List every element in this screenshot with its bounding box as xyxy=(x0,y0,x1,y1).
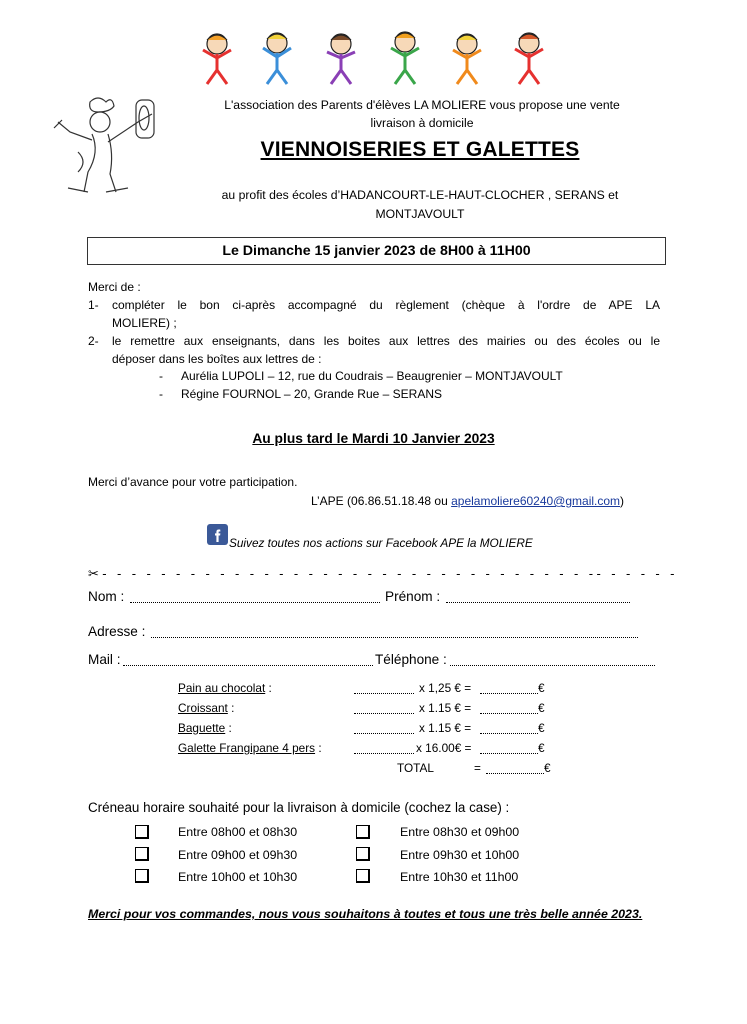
beneficiary-text xyxy=(170,186,670,223)
facebook-text: Suivez toutes nos actions sur Facebook APE la MOLIERE xyxy=(229,536,533,550)
subtotal-field[interactable] xyxy=(480,742,538,754)
currency-symbol: € xyxy=(538,681,545,695)
step-1-line-2: MOLIERE) ; xyxy=(112,316,177,330)
quantity-field[interactable] xyxy=(354,702,414,714)
product-label: Pain au chocolat xyxy=(178,681,266,695)
step-2-line-1: le remettre aux enseignants, dans les boites aux lettres des mairies ou des écoles ou le xyxy=(112,334,660,348)
adresse-field[interactable] xyxy=(151,626,638,638)
facebook-icon[interactable] xyxy=(207,524,228,545)
product-label: Croissant xyxy=(178,701,228,715)
subtotal-field[interactable] xyxy=(480,722,538,734)
total-label: TOTAL xyxy=(397,761,434,775)
email-link[interactable]: apelamoliere60240@gmail.com xyxy=(451,494,621,508)
nom-field[interactable] xyxy=(130,591,380,603)
product-name xyxy=(178,721,232,735)
slot-label: Entre 10h00 et 10h30 xyxy=(178,870,298,884)
prenom-label: Prénom : xyxy=(385,589,441,604)
thanks-text: Merci d’avance pour votre participation. xyxy=(88,475,298,489)
beneficiary-line-1: au profit des écoles d’HADANCOURT-LE-HAUT-CLOCHER , SERANS et xyxy=(221,188,619,202)
slot-label: Entre 10h30 et 11h00 xyxy=(400,870,519,884)
step-2-number: 2- xyxy=(88,334,99,348)
quantity-field[interactable] xyxy=(354,682,414,694)
prenom-field[interactable] xyxy=(446,591,630,603)
slot-checkbox[interactable] xyxy=(356,847,370,861)
slot-checkbox[interactable] xyxy=(356,825,370,839)
contact-suffix: ) xyxy=(620,494,625,508)
baker-illustration xyxy=(48,92,160,200)
slot-checkbox[interactable] xyxy=(135,825,149,839)
deadline-text: Au plus tard le Mardi 10 Janvier 2023 xyxy=(252,431,495,446)
adresse-label: Adresse : xyxy=(88,624,146,639)
telephone-label: Téléphone : xyxy=(375,652,447,667)
closing-message: Merci pour vos commandes, nous vous souhaitons à toutes et tous une très belle année 2023. xyxy=(88,907,643,921)
slot-label: Entre 08h00 et 08h30 xyxy=(178,825,298,839)
event-date-box: Le Dimanche 15 janvier 2023 de 8H00 à 11H00 xyxy=(87,237,666,265)
slots-title: Créneau horaire souhaité pour la livraison à domicile (cochez la case) : xyxy=(88,800,510,815)
cut-line: ✂- - - - - - - - - - - - - - - - - - - - - - - - - - - - - - - - - -- - - - - - xyxy=(88,566,678,581)
quantity-field[interactable] xyxy=(354,742,414,754)
contact-list-item: Aurélia LUPOLI – 12, rue du Coudrais – Beaugrenier – MONTJAVOULT xyxy=(181,369,563,383)
subtotal-field[interactable] xyxy=(480,702,538,714)
intro-text xyxy=(172,96,672,132)
product-label: Baguette xyxy=(178,721,226,735)
step-1-number: 1- xyxy=(88,298,99,312)
total-field[interactable] xyxy=(486,762,544,774)
quantity-field[interactable] xyxy=(354,722,414,734)
slot-label: Entre 08h30 et 09h00 xyxy=(400,825,520,839)
product-name xyxy=(178,741,322,755)
nom-label: Nom : xyxy=(88,589,125,604)
slot-checkbox[interactable] xyxy=(356,869,370,883)
mail-label: Mail : xyxy=(88,652,121,667)
currency-symbol: € xyxy=(538,741,545,755)
telephone-field[interactable] xyxy=(450,654,655,666)
currency-symbol: € xyxy=(538,721,545,735)
step-1-line-1: compléter le bon ci-après accompagné du règlement (chèque à l'ordre de APE LA xyxy=(112,298,660,312)
unit-price: x 1,25 € = xyxy=(419,681,472,695)
product-sep: : xyxy=(315,741,322,755)
product-name xyxy=(178,701,234,715)
intro-line-2: livraison à domicile xyxy=(370,116,474,130)
intro-line-1: L'association des Parents d'élèves LA MOLIERE vous propose une vente xyxy=(224,98,620,112)
subtotal-field[interactable] xyxy=(480,682,538,694)
beneficiary-line-2: MONTJAVOULT xyxy=(375,206,465,221)
contact-bullet: - xyxy=(159,387,163,401)
contact-list-item: Régine FOURNOL – 20, Grande Rue – SERANS xyxy=(181,387,443,401)
total-equals: = xyxy=(474,761,481,775)
slot-label: Entre 09h30 et 10h00 xyxy=(400,848,520,862)
slot-checkbox[interactable] xyxy=(135,847,149,861)
children-illustration xyxy=(195,30,550,88)
contact-phone: L’APE (06.86.51.18.48 ou xyxy=(311,494,452,508)
product-name xyxy=(178,681,272,695)
unit-price: x 1.15 € = xyxy=(419,721,472,735)
step-2-line-2: déposer dans les boîtes aux lettres de : xyxy=(112,352,322,366)
product-label: Galette Frangipane 4 pers xyxy=(178,741,316,755)
currency-symbol: € xyxy=(538,701,545,715)
contact-bullet: - xyxy=(159,369,163,383)
instructions-intro: Merci de : xyxy=(88,280,141,294)
mail-field[interactable] xyxy=(123,654,373,666)
slot-checkbox[interactable] xyxy=(135,869,149,883)
product-sep: : xyxy=(265,681,272,695)
unit-price: x 1.15 € = xyxy=(419,701,472,715)
page-title: VIENNOISERIES ET GALETTES xyxy=(260,138,580,161)
slot-label: Entre 09h00 et 09h30 xyxy=(178,848,298,862)
unit-price: x 16.00€ = xyxy=(416,741,472,755)
product-sep: : xyxy=(227,701,235,715)
contact-line xyxy=(311,492,624,511)
currency-symbol: € xyxy=(544,761,551,775)
product-sep: : xyxy=(225,721,232,735)
